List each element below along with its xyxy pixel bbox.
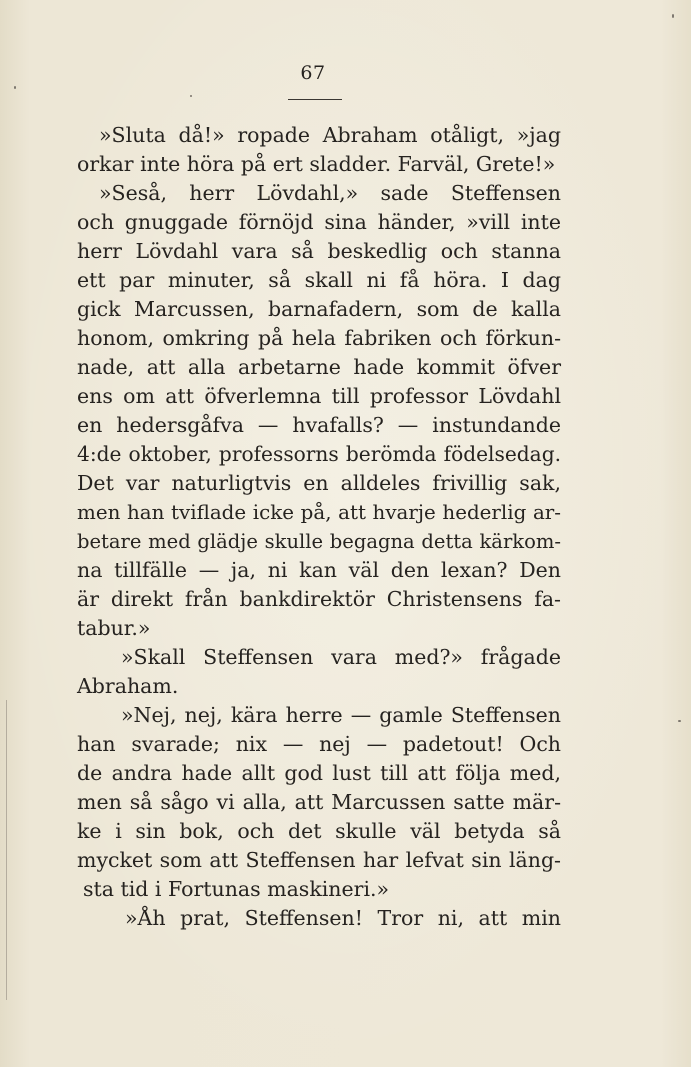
text-line: herr Lövdahl vara så beskedlig och stanna	[77, 239, 561, 263]
text-line: orkar inte höra på ert sladder. Farväl, Grete!»	[77, 152, 556, 176]
text-line: betare med glädje skulle begagna detta kärkom-	[77, 530, 561, 553]
text-line: men så sågo vi alla, att Marcussen satte mär-	[77, 790, 561, 814]
text-line: nade, att alla arbetarne hade kommit öfver	[77, 355, 561, 379]
paper-speck	[14, 86, 16, 89]
text-line: na tillfälle — ja, ni kan väl den lexan? Den	[77, 558, 561, 582]
header-rule	[288, 99, 342, 100]
text-line: gick Marcussen, barnafadern, som de kalla	[77, 297, 561, 321]
text-line: men han tviflade icke på, att hvarje hederlig ar-	[77, 501, 561, 524]
text-line: »Sluta då!» ropade Abraham otåligt, »jag	[99, 123, 561, 147]
text-line: mycket som att Steffensen har lefvat sin läng-	[77, 848, 561, 872]
text-line: »Nej, nej, kära herre — gamle Steffensen	[121, 703, 561, 727]
page-edge-shadow	[6, 700, 7, 1000]
text-line: tabur.»	[77, 616, 151, 640]
text-line: ett par minuter, så skall ni få höra. I dag	[77, 268, 561, 292]
paper-speck	[672, 14, 674, 18]
text-line: är direkt från bankdirektör Christensens fa-	[77, 587, 561, 611]
text-line: han svarade; nix — nej — padetout! Och	[77, 732, 561, 756]
text-line: sta tid i Fortunas maskineri.»	[83, 877, 390, 901]
text-line: en hedersgåfva — hvafalls? — instundande	[77, 413, 561, 437]
text-line: de andra hade allt god lust till att följa med,	[77, 761, 561, 785]
text-line: »Åh prat, Steffensen! Tror ni, att min	[125, 906, 561, 930]
page-number: 67	[300, 62, 326, 84]
body-text	[77, 121, 561, 933]
text-line: 4:de oktober, professorns berömda födelsedag.	[77, 442, 561, 466]
text-line: Det var naturligtvis en alldeles frivillig sak,	[77, 471, 561, 495]
text-line: och gnuggade förnöjd sina händer, »vill inte	[77, 210, 561, 234]
text-line: ens om att öfverlemna till professor Lövdahl	[77, 384, 561, 408]
text-line: ke i sin bok, och det skulle väl betyda så	[77, 819, 561, 843]
paper-speck	[678, 720, 681, 722]
text-line: »Skall Steffensen vara med?» frågade	[121, 645, 561, 669]
text-line: honom, omkring på hela fabriken och förkun-	[77, 326, 561, 350]
text-line: Abraham.	[77, 674, 179, 698]
paper-speck	[190, 95, 192, 97]
text-line: »Seså, herr Lövdahl,» sade Steffensen	[99, 181, 561, 205]
